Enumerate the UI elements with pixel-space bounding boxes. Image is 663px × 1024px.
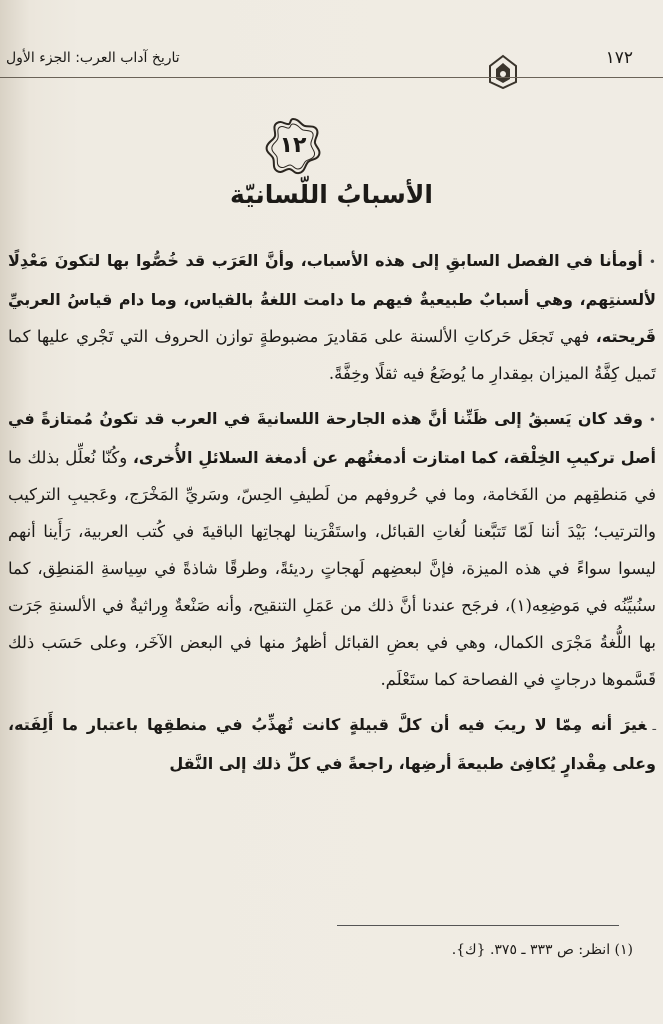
ornament-icon bbox=[482, 54, 524, 90]
header-rule bbox=[0, 77, 663, 78]
footnote-rule bbox=[337, 925, 619, 926]
chapter-number: ١٢ bbox=[279, 133, 307, 158]
bullet-2: • bbox=[648, 413, 656, 427]
paragraph-3-lead: غيرَ أنه مِمّا لا ريبَ فيه أن كلَّ قبيلةٍ كانت تُهذِّبُ في منطقِها باعتبار ما أَلِفَته، وعلى مِقْدارٍ يُكافِئ طبيعةَ أرضِها، راجعةً في كلِّ ذلك إلى النَّقل bbox=[8, 715, 656, 773]
paragraph-1 bbox=[8, 242, 656, 392]
chapter-title: الأسبابُ اللّسانيّة bbox=[230, 180, 433, 209]
body-text bbox=[8, 242, 656, 790]
bullet-1: • bbox=[648, 255, 656, 269]
page-number: ١٧٢ bbox=[605, 48, 633, 68]
page-header bbox=[0, 44, 663, 84]
paragraph-1-text: فهي تَجعَل حَركاتِ الألسنة على مَقاديرَ مضبوطةٍ توازن الحروف التي تَجْري عليها كما تَميل كِفَّةُ الميزان بمِقدارِ ما يُوضَعُ فيه ثقلًا وخِفَّةً. bbox=[8, 327, 656, 383]
running-title: تاريخ آداب العرب: الجزء الأول bbox=[6, 50, 180, 66]
chapter-badge bbox=[263, 116, 323, 176]
bullet-3: ـ bbox=[652, 719, 656, 733]
paragraph-2 bbox=[8, 400, 656, 698]
paragraph-1-lead: أومأنا في الفصل السابقِ إلى هذه الأسباب، وأنَّ العَرَب قد خُصُّوا بها لتكونَ مَعْدِلًا لألسنتِهم، وهي أسبابٌ طبيعيةٌ فيهم ما دامت اللغةُ بالقياس، وما دام قياسُ العربيِّ قَريحته، bbox=[8, 251, 656, 346]
paragraph-2-text: وكُنّا نُعلِّل بذلك ما في مَنطقِهم من الفَخامة، وما في حُروفهم من لَطيفِ الحِسّ، وسَريِّ المَخْرَج، وعَجيبِ التركيب والترتيب؛ بَيْدَ أننا لَمّا تَتبَّعنا لُغاتِ القبائل، واستَقْرَينا لهجاتِها الباقيةَ في كُتب العربية، رَأَينا أنهم ليسوا سواءً في هذه الميزة، فإنَّ لبعضِهم لَهجاتٍ رديئةً، وطرقًا شاذةً في سِياسةِ المَنطِق، كما سنُبيِّنُه في مَوضِعِه(١)، فرجَح عندنا أنَّ ذلك من عَمَلِ التنقيح، وأنه صَنْعةٌ وِراثيةٌ في الألسنةِ جَرَت بها اللُّغةُ مَجْرَى الكمال، وهي في بعضِ القبائل أظهرُ منها في البعض الآخَر، وعلى حَسَب ذلك قَسَّموها درجاتٍ في الفصاحة كما ستَعْلَم. bbox=[8, 448, 656, 689]
paragraph-2-lead: وقد كان يَسبقُ إلى ظَنِّنا أنَّ هذه الجارحة اللسانيةَ في العرب قد تكونُ مُمتازةً في أصل تركيبِ الخِلْقة، كما امتازت أدمغتُهم عن أدمغة السلائلِ الأُخرى، bbox=[8, 409, 657, 467]
paragraph-3 bbox=[8, 706, 656, 782]
footnote: (١) انظر: ص ٣٣٣ ـ ٣٧٥. {ك}. bbox=[451, 942, 633, 958]
